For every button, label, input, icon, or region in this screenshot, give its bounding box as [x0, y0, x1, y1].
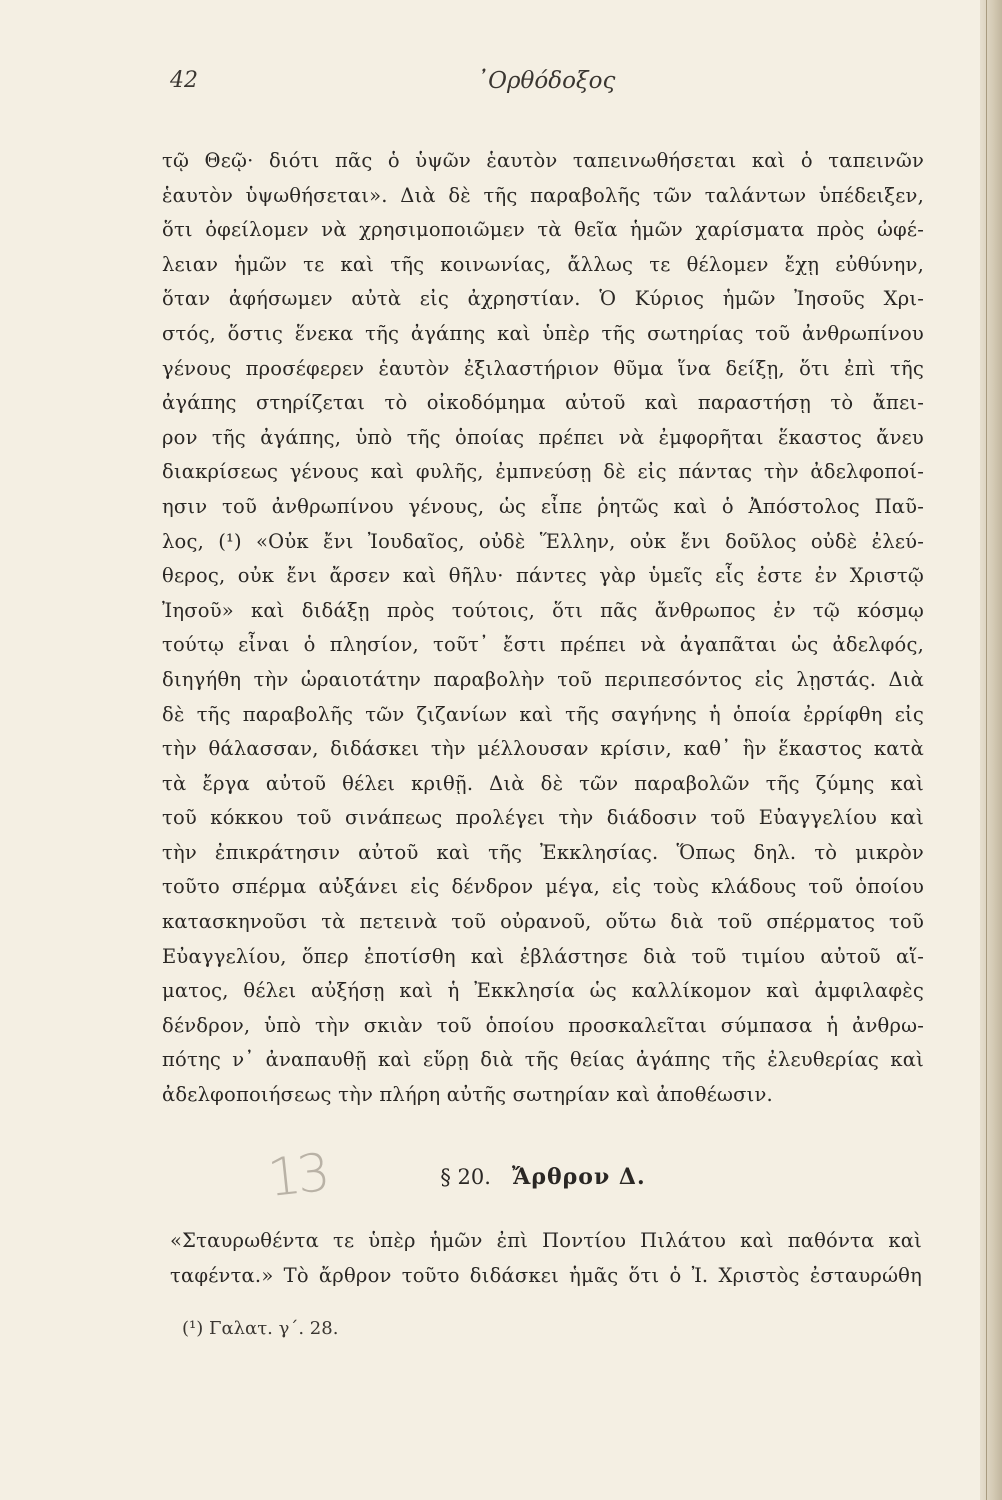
text-line: τὴν θάλασσαν, διδάσκει τὴν μέλλουσαν κρίσιν, καθ᾿ ἣν ἕκαστος κατὰ: [162, 737, 924, 761]
text-line: πότης ν᾿ ἀναπαυθῇ καὶ εὕρῃ διὰ τῆς θείας ἀγάπης τῆς ἐλευθερίας καὶ: [162, 1048, 924, 1072]
text-line: ἀδελφοποιήσεως τὴν πλήρη αὐτῆς σωτηρίαν καὶ ἀποθέωσιν.: [162, 1083, 773, 1107]
text-line: ἑαυτὸν ὑψωθήσεται». Διὰ δὲ τῆς παραβολῆς τῶν ταλάντων ὑπέδειξεν,: [162, 183, 924, 207]
text-line: διακρίσεως γένους καὶ φυλῆς, ἐμπνεύσῃ δὲ εἰς πάντας τὴν ἀδελφοποί-: [162, 460, 924, 484]
text-line: θερος, οὐκ ἔνι ἄρσεν καὶ θῆλυ· πάντες γὰρ ὑμεῖς εἷς ἐστε ἐν Χριστῷ: [162, 564, 924, 588]
article-text: [170, 1224, 922, 1293]
section-number: § 20.: [440, 1165, 491, 1189]
text-line: ὅταν ἀφήσωμεν αὐτὰ εἰς ἀχρηστίαν. Ὁ Κύριος ἡμῶν Ἰησοῦς Χρι-: [162, 287, 924, 311]
section-title: Ἄρθρον Δ.: [512, 1164, 646, 1190]
text-line: δένδρον, ὑπὸ τὴν σκιὰν τοῦ ὁποίου προσκαλεῖται σύμπασα ἡ ἀνθρω-: [162, 1013, 924, 1037]
text-line: στός, ὅστις ἕνεκα τῆς ἀγάπης καὶ ὑπὲρ τῆς σωτηρίας τοῦ ἀνθρωπίνου: [162, 321, 924, 345]
text-line: κατασκηνοῦσι τὰ πετεινὰ τοῦ οὐρανοῦ, οὕτω διὰ τοῦ σπέρματος τοῦ: [162, 910, 924, 934]
text-line: τῷ Θεῷ· διότι πᾶς ὁ ὑψῶν ἑαυτὸν ταπεινωθήσεται καὶ ὁ ταπεινῶν: [162, 149, 924, 172]
text-line: «Σταυρωθέντα τε ὑπὲρ ἡμῶν ἐπὶ Ποντίου Πιλάτου καὶ παθόντα καὶ: [170, 1229, 922, 1252]
text-line: λειαν ἡμῶν τε καὶ τῆς κοινωνίας, ἄλλως τε θέλομεν ἔχῃ εὐθύνην,: [162, 252, 924, 276]
text-line: ταφέντα.» Τὸ ἄρθρον τοῦτο διδάσκει ἡμᾶς ὅτι ὁ Ἰ. Χριστὸς ἐσταυρώθη: [170, 1263, 922, 1287]
body-text: [162, 144, 924, 1113]
page-header: [166, 68, 926, 104]
page-number: 42: [170, 68, 198, 93]
text-line: Εὐαγγελίου, ὅπερ ἐποτίσθη καὶ ἐβλάστησε διὰ τοῦ τιμίου αὐτοῦ αἵ-: [162, 944, 924, 968]
text-line: διηγήθη τὴν ὡραιοτάτην παραβολὴν τοῦ περιπεσόντος εἰς λῃστάς. Διὰ: [162, 667, 924, 691]
text-line: ρον τῆς ἀγάπης, ὑπὸ τῆς ὁποίας πρέπει νὰ ἐμφορῆται ἕκαστος ἄνευ: [162, 425, 924, 449]
text-line: ματος, θέλει αὐξήσῃ καὶ ἡ Ἐκκλησία ὡς καλλίκομον καὶ ἀμφιλαφὲς: [162, 979, 924, 1003]
pencil-margin-mark: 13: [265, 1143, 330, 1209]
running-title: ᾿Ορθόδοξος: [476, 68, 616, 94]
text-line: ἀγάπης στηρίζεται τὸ οἰκοδόμημα αὐτοῦ καὶ παραστήσῃ τὸ ἄπει-: [162, 391, 924, 415]
text-line: γένους προσέφερεν ἑαυτὸν ἐξιλαστήριον θῦμα ἵνα δείξῃ, ὅτι ἐπὶ τῆς: [162, 356, 924, 380]
page-edge: [980, 0, 1002, 1500]
text-line: Ἰησοῦ» καὶ διδάξῃ πρὸς τούτοις, ὅτι πᾶς ἄνθρωπος ἐν τῷ κόσμῳ: [162, 598, 924, 622]
text-line: τοῦ κόκκου τοῦ σινάπεως προλέγει τὴν διάδοσιν τοῦ Εὐαγγελίου καὶ: [162, 806, 924, 830]
text-line: τούτῳ εἶναι ὁ πλησίον, τοῦτ᾿ ἔστι πρέπει νὰ ἀγαπᾶται ὡς ἀδελφός,: [162, 633, 924, 657]
text-line: λος, (¹) «Οὐκ ἔνι Ἰουδαῖος, οὐδὲ Ἕλλην, οὐκ ἔνι δοῦλος οὐδὲ ἐλεύ-: [162, 529, 924, 553]
text-line: ὅτι ὀφείλομεν νὰ χρησιμοποιῶμεν τὰ θεῖα ἡμῶν χαρίσματα πρὸς ὠφέ-: [162, 218, 924, 242]
text-line: δὲ τῆς παραβολῆς τῶν ζιζανίων καὶ τῆς σαγήνης ἡ ὁποία ἐρρίφθη εἰς: [162, 702, 924, 726]
text-line: ησιν τοῦ ἀνθρωπίνου γένους, ὡς εἶπε ῥητῶς καὶ ὁ Ἀπόστολος Παῦ-: [162, 494, 924, 518]
footnote: (¹) Γαλατ. γ΄. 28.: [182, 1318, 339, 1339]
section-heading: [162, 1164, 924, 1204]
text-line: τὰ ἔργα αὐτοῦ θέλει κριθῇ. Διὰ δὲ τῶν παραβολῶν τῆς ζύμης καὶ: [162, 771, 924, 795]
text-line: τὴν ἐπικράτησιν αὐτοῦ καὶ τῆς Ἐκκλησίας. Ὅπως δηλ. τὸ μικρὸν: [162, 840, 924, 864]
text-line: τοῦτο σπέρμα αὐξάνει εἰς δένδρον μέγα, εἰς τοὺς κλάδους τοῦ ὁποίου: [162, 875, 924, 899]
